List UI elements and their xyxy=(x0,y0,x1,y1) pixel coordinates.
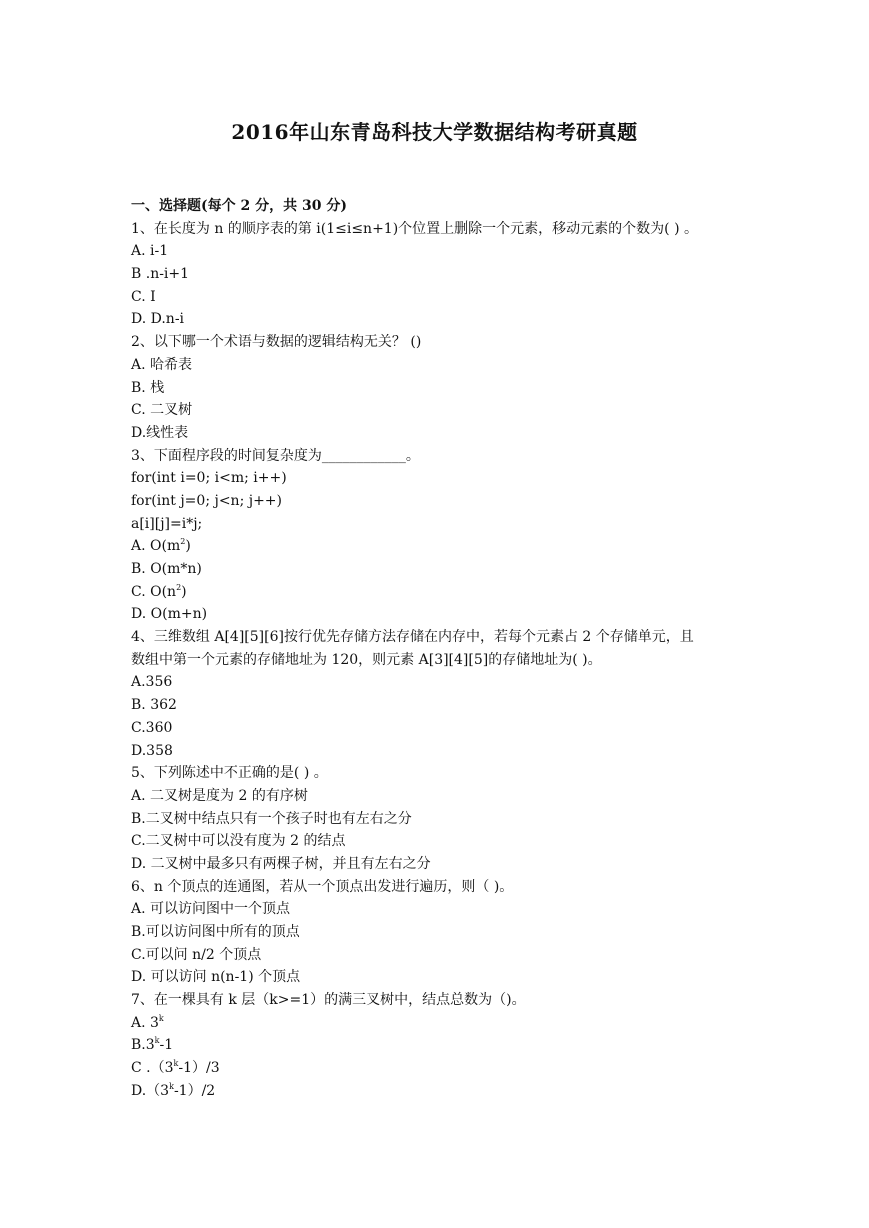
question-7-option-a: A. 3$^k$ xyxy=(131,1013,164,1031)
question-2-option-b: B. 栈 xyxy=(131,379,165,396)
question-4-stem-line-2: 数组中第一个元素的存储地址为 120，则元素 A[3][4][5]的存储地址为( )。 xyxy=(131,651,602,668)
question-5-option-b: B.二叉树中结点只有一个孩子时也有左右之分 xyxy=(131,810,412,827)
question-3-option-d: D. O(m+n) xyxy=(131,606,208,623)
question-1-option-c: C. I xyxy=(131,288,156,305)
question-2-option-a: A. 哈希表 xyxy=(131,356,193,373)
question-1-stem: 1、在长度为 n 的顺序表的第 i(1≤i≤n+1)个位置上删除一个元素，移动元素的个数为( ) 。 xyxy=(131,220,698,237)
question-3-code-line: for(int i=0; i<m; i++) xyxy=(131,470,287,487)
question-5-option-c: C.二叉树中可以没有度为 2 的结点 xyxy=(131,833,346,850)
section-heading: 一、选择题(每个 2 分，共 30 分) xyxy=(131,198,347,214)
question-7-option-d: D.（3$^k$-1）/2 xyxy=(131,1081,216,1099)
question-6-option-c: C.可以问 n/2 个顶点 xyxy=(131,946,262,963)
question-3-option-b: B. O(m*n) xyxy=(131,561,202,577)
question-4-option-d: D.358 xyxy=(131,742,173,759)
question-4-stem-line-1: 4、三维数组 A[4][5][6]按行优先存储方法存储在内存中，若每个元素占 2 个存储单元，且 xyxy=(131,629,694,646)
question-2-option-c: C. 二叉树 xyxy=(131,402,193,419)
question-7-stem: 7、在一棵具有 k 层（k>=1）的满三叉树中，结点总数为（)。 xyxy=(131,992,526,1009)
question-3-option-a: A. $O(m^2)$ xyxy=(131,537,191,555)
question-6-option-a: A. 可以访问图中一个顶点 xyxy=(131,901,291,918)
question-7-option-c: C .（3$^k$-1）/3 xyxy=(131,1059,220,1077)
question-6-option-d: D. 可以访问 n(n-1) 个顶点 xyxy=(131,969,301,986)
question-4-option-c: C.360 xyxy=(131,719,173,736)
question-6-stem: 6、n 个顶点的连通图，若从一个顶点出发进行遍历，则（ )。 xyxy=(131,878,514,895)
page-title: 2016年山东青岛科技大学数据结构考研真题 xyxy=(231,120,638,144)
question-3-code-line: a[i][j]=i*j; xyxy=(131,515,203,532)
question-7-option-b: B.3$^k$-1 xyxy=(131,1036,174,1054)
question-1-option-b: B .n-i+1 xyxy=(131,266,190,283)
question-2-option-d: D.线性表 xyxy=(131,424,189,441)
question-3-option-c: C. $O(n^2)$ xyxy=(131,582,187,600)
question-5-option-d: D. 二叉树中最多只有两棵子树，并且有左右之分 xyxy=(131,855,431,872)
question-4-option-a: A.356 xyxy=(131,674,173,691)
question-3-stem: 3、下面程序段的时间复杂度为____________。 xyxy=(131,447,420,464)
question-6-option-b: B.可以访问图中所有的顶点 xyxy=(131,924,300,940)
question-3-code-line: for(int j=0; j<n; j++) xyxy=(131,492,282,509)
question-4-option-b: B. 362 xyxy=(131,697,177,714)
question-list xyxy=(131,195,751,1103)
question-5-option-a: A. 二叉树是度为 2 的有序树 xyxy=(131,787,308,804)
question-1-option-d: D. D.n-i xyxy=(131,311,185,328)
question-1-option-a: A. i-1 xyxy=(131,243,169,260)
question-2-stem: 2、以下哪一个术语与数据的逻辑结构无关？ () xyxy=(131,334,422,351)
question-5-stem: 5、下列陈述中不正确的是( ) 。 xyxy=(131,765,328,782)
